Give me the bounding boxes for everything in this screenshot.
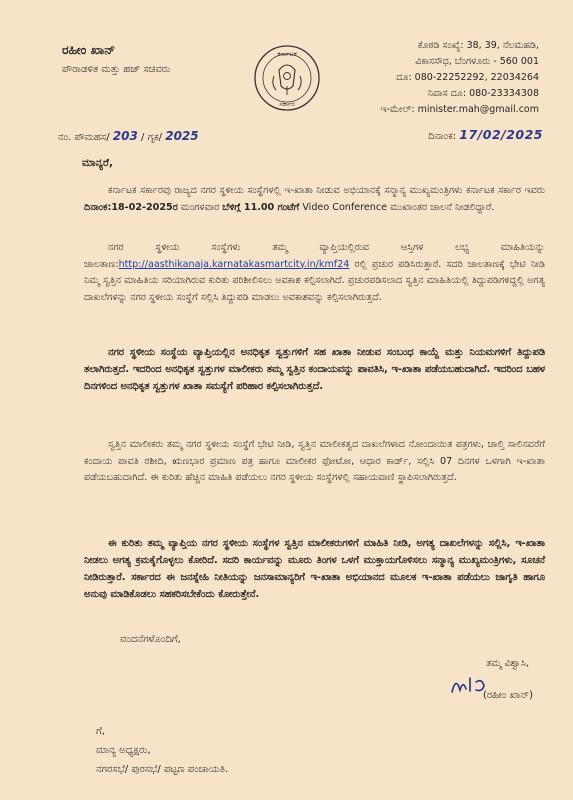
p2-text-b: ರಲ್ಲಿ ಪ್ರಚುರ ಪಡಿಸಿರುತ್ತಾರೆ. ಸದರಿ ಜಾಲತಾಣಕ್ಕೆ ಭೇಟಿ ನೀಡಿ ನಿಮ್ಮ ಸ್ವತ್ತಿನ ಮಾಹಿತಿಯ ಸರಿಯಾಗಿರುವ ಕುರಿತು ಪರಿಶೀಲಿಸಲು ಅವಕಾಶ ಕಲ್ಪಿಸಲಾಗಿದೆ. ಪ್ರಚುರಪಡಿಸಲಾದ ಸ್ವತ್ತಿನ ಮಾಹಿತಿಯಲ್ಲಿ ತಿದ್ದುಪಡಿಗಳಿದ್ದಲ್ಲಿ ಅಗತ್ಯ ದಾಖಲೆಗಳನ್ನು ನಗರ ಸ್ಥಳೀಯ ಸಂಸ್ಥೆಗೆ ಸಲ್ಲಿಸಿ ತಿದ್ದುಪಡಿ ಮಾಡಲು ಅವಕಾಶವನ್ನು ಕಲ್ಪಿಸಲಾಗಿರುತ್ತದೆ.: [84, 258, 545, 303]
emblem-bottom-text: ಸರ್ಕಾರ: [279, 100, 295, 108]
paragraph-2: [84, 240, 545, 306]
sender-block: [62, 42, 170, 75]
letter-date: [428, 127, 543, 142]
contact-phone: ದೂ: 080-22252292, 22034264: [396, 72, 539, 83]
contact-address: ವಿಕಾಸಸೌಧ, ಬೆಂಗಳೂರು - 560 001: [415, 56, 539, 67]
reference-handwritten-year: 2025: [165, 129, 199, 143]
reference-number: [58, 129, 199, 143]
contact-room: ಕೊಠಡಿ ಸಂಖ್ಯೆ: 38, 39, ನೆಲಮಹಡಿ,: [417, 40, 539, 51]
sender-name: ರಹೀಂ ಖಾನ್: [62, 42, 116, 57]
portal-link[interactable]: http://aasthikanaja.karnatakasmartcity.in/kmf24: [118, 258, 350, 270]
paragraph-4: [84, 437, 545, 487]
p1-date: ದಿನಾಂಕ:18-02-2025ರ: [84, 201, 178, 213]
sender-title: ಪೌರಾಡಳಿತ ಮತ್ತು ಹಜ್ ಸಚಿವರು: [62, 64, 171, 75]
p5-text: ಈ ಕುರಿತು ತಮ್ಮ ವ್ಯಾಪ್ತಿಯ ನಗರ ಸ್ಥಳೀಯ ಸಂಸ್ಥೆಗಳ ಸ್ವತ್ತಿನ ಮಾಲೀಕರುಗಳಿಗೆ ಮಾಹಿತಿ ನೀಡಿ, ಅಗತ್ಯ ದಾಖಲೆಗಳನ್ನು ಸಲ್ಲಿಸಿ, ಇ-ಖಾತಾ ನೀಡಲು ಅಗತ್ಯ ಕ್ರಮಕೈಗೊಳ್ಳಲು ಕೋರಿದೆ. ಸದರಿ ಕಾರ್ಯವನ್ನು ಮೂರು ತಿಂಗಳ ಒಳಗೆ ಮುಕ್ತಾಯಗೊಳಿಸಲು ಸನ್ಮಾನ್ಯ ಮುಖ್ಯಮಂತ್ರಿಗಳು, ಸೂಚನೆ ನೀಡಿರುತ್ತಾರೆ. ಸರ್ಕಾರದ ಈ ಜನಸ್ನೇಹಿ ನೀತಿಯನ್ನು ಜನಸಾಮಾನ್ಯರಿಗೆ ಇ-ಖಾತಾ ಅಭಿಯಾನದ ಮೂಲಕ ಇ-ಖಾತಾ ಪಡೆಯಲು ಜಾಗೃತಿ ಹಾಗೂ ಅನುವು ಮಾಡಿಕೊಡಲು ಸಹಕರಿಸಬೇಕೆಂದು ಕೋರುತ್ತೇನೆ.: [84, 538, 545, 600]
reference-label: ನಂ. ಪೌಮಹಸ/: [58, 132, 110, 143]
date-handwritten-value: 17/02/2025: [459, 127, 543, 142]
recipient-line-2: ನಗರಸಭೆ/ ಪುರಸಭೆ/ ಪಟ್ಟಣ ಪಂಚಾಯತಿ.: [96, 764, 229, 775]
salutation: ಮಾನ್ಯರೆ,: [82, 157, 113, 169]
signer-name: (ರಹೀಂ ಖಾನ್): [482, 690, 533, 701]
recipient-block: [96, 722, 228, 779]
p3-text: ನಗರ ಸ್ಥಳೀಯ ಸಂಸ್ಥೆಯ ವ್ಯಾಪ್ತಿಯಲ್ಲಿನ ಅನಧಿಕೃತ ಸ್ವತ್ತುಗಳಿಗೆ ಸಹ ಖಾತಾ ನೀಡುವ ಸಂಬಂಧ ಕಾಯ್ದೆ ಮತ್ತು ನಿಯಮಗಳಿಗೆ ತಿದ್ದುಪಡಿ ತಲಾಗಿರುತ್ತದೆ. ಇದರಿಂದ ಅನಧಿಕೃತ ಸ್ವತ್ತುಗಳ ಮಾಲೀಕರು ತಮ್ಮ ಸ್ವತ್ತಿನ ಕಂದಾಯವನ್ನು ಪಾವತಿಸಿ, ಇ-ಖಾತಾ ಪಡೆಯಬಹುದಾಗಿದೆ. ಇದರಿಂದ ಬಹಳ ದಿನಗಳಿಂದ ಅನಧಿಕೃತ ಸ್ವತ್ತುಗಳ ಖಾತಾ ಸಮಸ್ಯೆಗೆ ಪರಿಹಾರ ಕಲ್ಪಿಸಲಾಗಿರುತ್ತದೆ.: [84, 347, 545, 392]
p4-text: ಸ್ವತ್ತಿನ ಮಾಲೀಕರು ತಮ್ಮ ನಗರ ಸ್ಥಳೀಯ ಸಂಸ್ಥೆಗೆ ಭೇಟಿ ನೀಡಿ, ಸ್ವತ್ತಿನ ಮಾಲೀಕತ್ವದ ದಾಖಲೆಗಳಾದ ನೋಂದಾಯಿತ ಪತ್ರಗಳು, ಚಾಲ್ತಿ ಸಾಲಿನವರೆಗೆ ಕಂದಾಯ ಪಾವತಿ ರಶೀದಿ, ಋಣಭಾರ ಪ್ರಮಾಣ ಪತ್ರ ಹಾಗೂ ಮಾಲೀಕರ ಫೋಟೋ, ಆಧಾರ ಕಾರ್ಡ್, ಸಲ್ಲಿಸಿ 07 ದಿನಗಳ ಒಳಗಾಗಿ ಇ-ಖಾತಾ ಪಡೆಯಬಹುದಾಗಿದೆ. ಈ ಕುರಿತು ಹೆಚ್ಚಿನ ಮಾಹಿತಿ ಪಡೆಯಲು ನಗರ ಸ್ಥಳೀಯ ಸಂಸ್ಥೆಗಳಲ್ಲಿ ಸಹಾಯವಾಣಿ ಸ್ಥಾಪಿಸಲಾಗಿರುತ್ತದೆ.: [84, 439, 545, 483]
p1-text-a: ಕರ್ನಾಟಕ ಸರ್ಕಾರವು ರಾಜ್ಯದ ನಗರ ಸ್ಥಳೀಯ ಸಂಸ್ಥೆಗಳಲ್ಲಿ ಇ-ಖಾತಾ ನೀಡುವ ಅಭಿಯಾನಕ್ಕೆ ಸನ್ಮಾನ್ಯ ಮುಖ್ಯಮಂತ್ರಿಗಳು ಕರ್ನಾಟಕ ಸರ್ಕಾರ ಇವರು: [108, 185, 545, 196]
p1-time: ಬೆಳಿಗ್ಗೆ 11.00 ಗಂಟೆಗೆ: [222, 201, 300, 213]
paragraph-5: [84, 535, 545, 603]
contact-email: ಇ-ಮೇಲ್: minister.mah@gmail.com: [380, 104, 539, 115]
emblem-top-text: ಕರ್ನಾಟಕ: [277, 50, 297, 58]
karnataka-emblem-icon: [252, 40, 322, 118]
reference-handwritten-number: 203: [112, 129, 138, 143]
recipient-to: ಗೆ,: [96, 726, 105, 737]
paragraph-1: [84, 183, 545, 216]
closing-greeting: ವಂದನೆಗಳೊಂದಿಗೆ,: [120, 634, 181, 645]
reference-row: [58, 127, 543, 151]
p1-text-b: ಮಂಗಳವಾರ: [177, 201, 223, 213]
paragraph-3: [84, 344, 545, 395]
p2-text-a: ನಗರ ಸ್ಥಳೀಯ ಸಂಸ್ಥೆಗಳು ತಮ್ಮ ವ್ಯಾಪ್ತಿಯಲ್ಲಿರುವ ಆಸ್ತಿಗಳ ಲಭ್ಯ ಮಾಹಿತಿಯನ್ನು ಜಾಲತಾಣ:: [84, 242, 545, 270]
p1-text-c: Video Conference ಮುಖಾಂತರ ಚಾಲನೆ ನೀಡಲಿದ್ದಾರೆ.: [299, 201, 495, 213]
contact-block: [349, 38, 539, 118]
recipient-line-1: ಮಾನ್ಯ ಅಧ್ಯಕ್ಷರು,: [96, 745, 151, 756]
reference-separator: / ಗೃಕ/: [141, 132, 163, 143]
date-label: ದಿನಾಂಕ:: [428, 131, 457, 142]
contact-residence-phone: ನಿವಾಸ ದೂ: 080-23334308: [427, 88, 539, 99]
yours-faithfully: ತಮ್ಮ ವಿಶ್ವಾಸಿ,: [486, 658, 529, 669]
